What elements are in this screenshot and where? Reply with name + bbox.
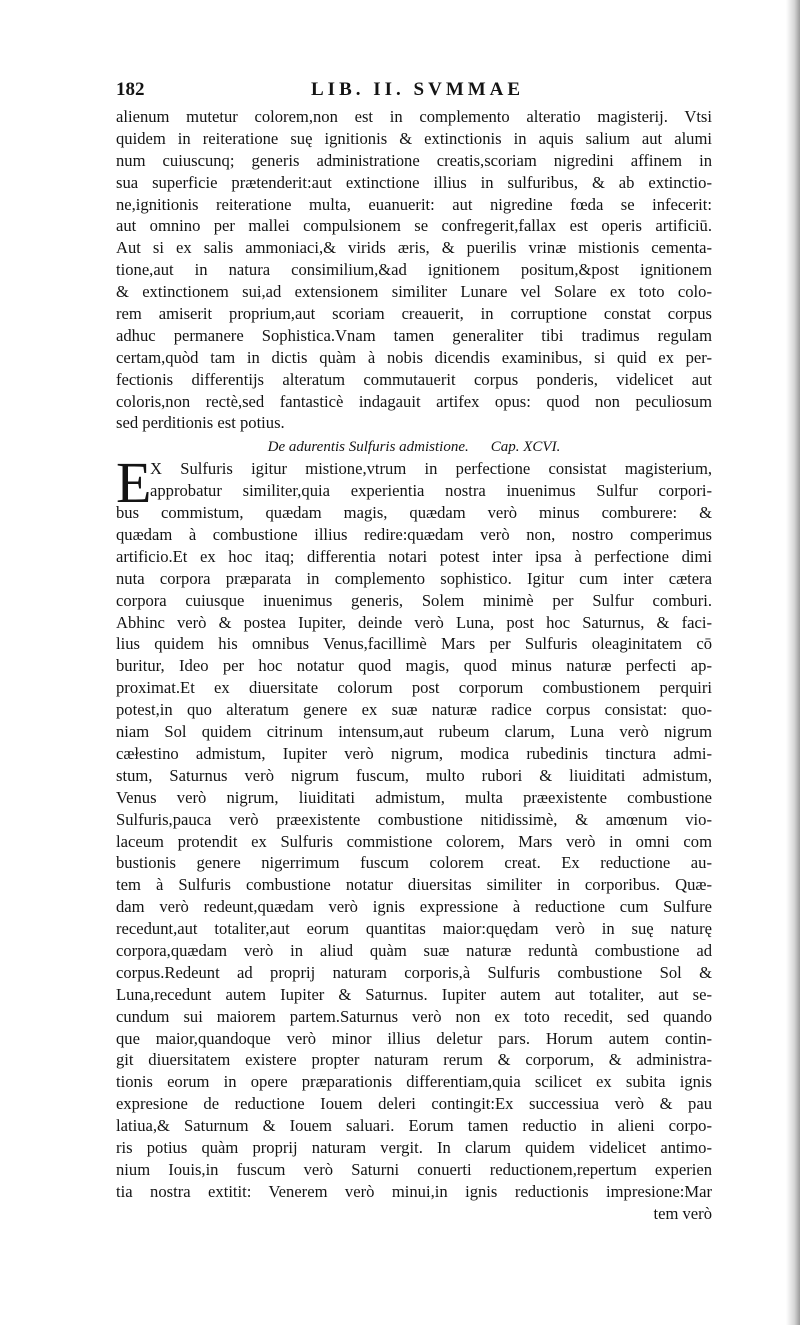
text-line: aut omnino per mallei compulsionem se confregerit,fallax est operis artificiū.: [116, 216, 712, 236]
text-line: corpora cuiusque inuenimus generis, Solem minimè per Sulfur comburi.: [116, 590, 712, 610]
text-line: nuta corpora præparata in complemento sophistico. Igitur cum inter cætera: [116, 568, 712, 588]
drop-cap: E: [116, 450, 152, 516]
text-line: Abhinc verò & postea Iupiter, deinde verò Luna, post hoc Saturnus, & faci-: [116, 612, 712, 632]
text-line: sed perditionis est potius.: [116, 413, 285, 433]
chapter-title: De adurentis Sulfuris admistione.: [267, 439, 469, 456]
text-line: cundum sui maiorem partem.Saturnus verò non ex toto recedit, sed quando: [116, 1006, 712, 1026]
text-line: latiua,& Saturnum & Iouem saluari. Eorum tamen reductio in alieni corpo-: [116, 1116, 712, 1136]
text-line: Sulfuris,pauca verò præexistente combustione nitidissimè, & amœnum vio-: [116, 809, 712, 829]
text-line: & extinctionem sui,ad extensionem similiter Lunare vel Solare ex toto colo-: [116, 282, 712, 302]
text-line: artificio.Et ex hoc itaq; differentia notari potest inter ipsa à perfectione dimi: [116, 546, 712, 566]
text-line: proximat.Et ex diuersitate colorum post corporum combustionem perquiri: [116, 678, 712, 698]
text-line: sua superficie prætenderit:aut extinctione illius in sulfuribus, & ab extinctio-: [116, 172, 712, 192]
text-block: [116, 106, 712, 1225]
text-line: fectionis differentijs alteratum commutauerit corpus ponderis, videlicet aut: [116, 369, 712, 389]
text-line: tia nostra extitit: Venerem verò minui,in ignis reductionis impresione:Mar: [116, 1181, 712, 1201]
text-line: lius quidem his omnibus Venus,facillimè Mars per Sulfuris oleaginitatem cō: [116, 634, 712, 654]
text-line: ne,ignitionis reiteratione multa, euanuerit: aut nigredine fœda se infecerit:: [116, 194, 712, 214]
text-line: que maior,quandoque verò minor illius deletur pars. Horum autem contin-: [116, 1028, 712, 1048]
text-line: tionis eorum in opere præparationis differentiam,quia scilicet ex subita ignis: [116, 1072, 712, 1092]
text-line: Aut si ex salis ammoniaci,& virids æris, & puerilis vrinæ mistionis cementa-: [116, 238, 712, 258]
text-line: potest,in quo alteratum genere ex suæ naturæ radice corpus consistat: quo-: [116, 700, 712, 720]
text-line: nium Iouis,in fuscum verò Saturni conuerti reductionem,repertum experien: [116, 1159, 712, 1179]
running-head: [116, 78, 716, 102]
text-line: rem amiserit proprium,aut scoriam creauerit, in corruptione constat corpus: [116, 304, 712, 324]
chapter-body: [116, 450, 712, 1224]
text-line: quidem in reiteratione suę ignitionis & extinctionis in aquis salium aut alumi: [116, 128, 712, 148]
text-line: X Sulfuris igitur mistione,vtrum in perfectione consistat magisterium,: [150, 459, 712, 479]
text-line: bustionis genere nigerrimum fuscum colorem creat. Ex reductione au-: [116, 853, 712, 873]
text-line: corpus.Redeunt ad proprij naturam corporis,à Sulfuris combustione Sol &: [116, 962, 712, 982]
text-line: adhuc permanere Sophistica.Vnam tamen generaliter tibi tradimus regulam: [116, 325, 712, 345]
paragraph-continued: [116, 106, 712, 434]
running-title: LIB. II. SVMMAE: [311, 79, 525, 100]
text-line: expresione de reductione Iouem deleri contingit:Ex successiua verò & pau: [116, 1094, 712, 1114]
text-line: Luna,recedunt autem Iupiter & Saturnus. Iupiter autem aut totaliter, aut se-: [116, 984, 712, 1004]
text-line: approbatur similiter,quia experientia nostra inuenimus Sulfur corpori-: [150, 481, 712, 501]
text-line: tione,aut in natura consimilium,&ad ignitionem positum,&post ignitionem: [116, 260, 712, 280]
text-line: git diuersitatem existere propter naturam rerum & corporum, & administra-: [116, 1050, 712, 1070]
page-number: 182: [116, 79, 145, 100]
text-line: niam Sol quidem citrinum intensum,aut rubeum clarum, Luna verò nigrum: [116, 722, 712, 742]
text-line: bus commistum, quædam magis, quædam verò minus comburere: &: [116, 503, 712, 523]
text-line: ris potius quàm proprij naturam vergit. In clarum quidem videlicet antimo-: [116, 1137, 712, 1157]
text-line: coloris,non rectè,sed fantasticè indagauit artifex opus: quod non peculiosum: [116, 391, 712, 411]
text-line: cæłestino admistum, Iupiter verò nigrum, modica rubedinis tinctura admi-: [116, 743, 712, 763]
chapter-lines: [116, 502, 712, 1203]
text-line: quædam à combustione illius redire:quædam verò non, nostro comperimus: [116, 525, 712, 545]
text-line: alienum mutetur colorem,non est in complemento alteratio magisterij. Vtsi: [116, 107, 712, 126]
drop-cap-lines: [116, 458, 712, 502]
text-line: stum, Saturnus verò nigrum fuscum, multo rubori & liuiditati admistum,: [116, 765, 712, 785]
text-line: dam verò redeunt,quædam verò ignis expressione à reductione cum Sulfure: [116, 897, 712, 917]
text-line: laceum protendit ex Sulfuris commistione colorem, Mars verò in omni com: [116, 831, 712, 851]
text-line: certam,quòd tam in dictis quàm à nobis dicendis examinibus, si quid ex per-: [116, 347, 712, 367]
text-line: recedunt,aut totaliter,aut eorum quantitas maior:quędam verò in suę naturę: [116, 919, 712, 939]
text-line: buritur, Ideo per hoc notatur quod magis, quod minus naturæ perfecti ap-: [116, 656, 712, 676]
text-line: num cuiuscunq; generis administratione creatis,scoriam nigredini affinem in: [116, 150, 712, 170]
text-line: tem à Sulfuris combustione notatur diuersitas similiter in corporibus. Quæ-: [116, 875, 712, 895]
chapter-heading: [116, 436, 712, 458]
text-line: Venus verò nigrum, liuiditati admistum, multa præexistente combustione: [116, 787, 712, 807]
binding-shadow: [786, 0, 800, 1325]
catchword: tem verò: [653, 1203, 712, 1223]
chapter-number: Cap. XCVI.: [490, 439, 561, 456]
text-line: corpora,quædam verò in aliud quàm suæ naturæ reduntà combustione ad: [116, 940, 712, 960]
